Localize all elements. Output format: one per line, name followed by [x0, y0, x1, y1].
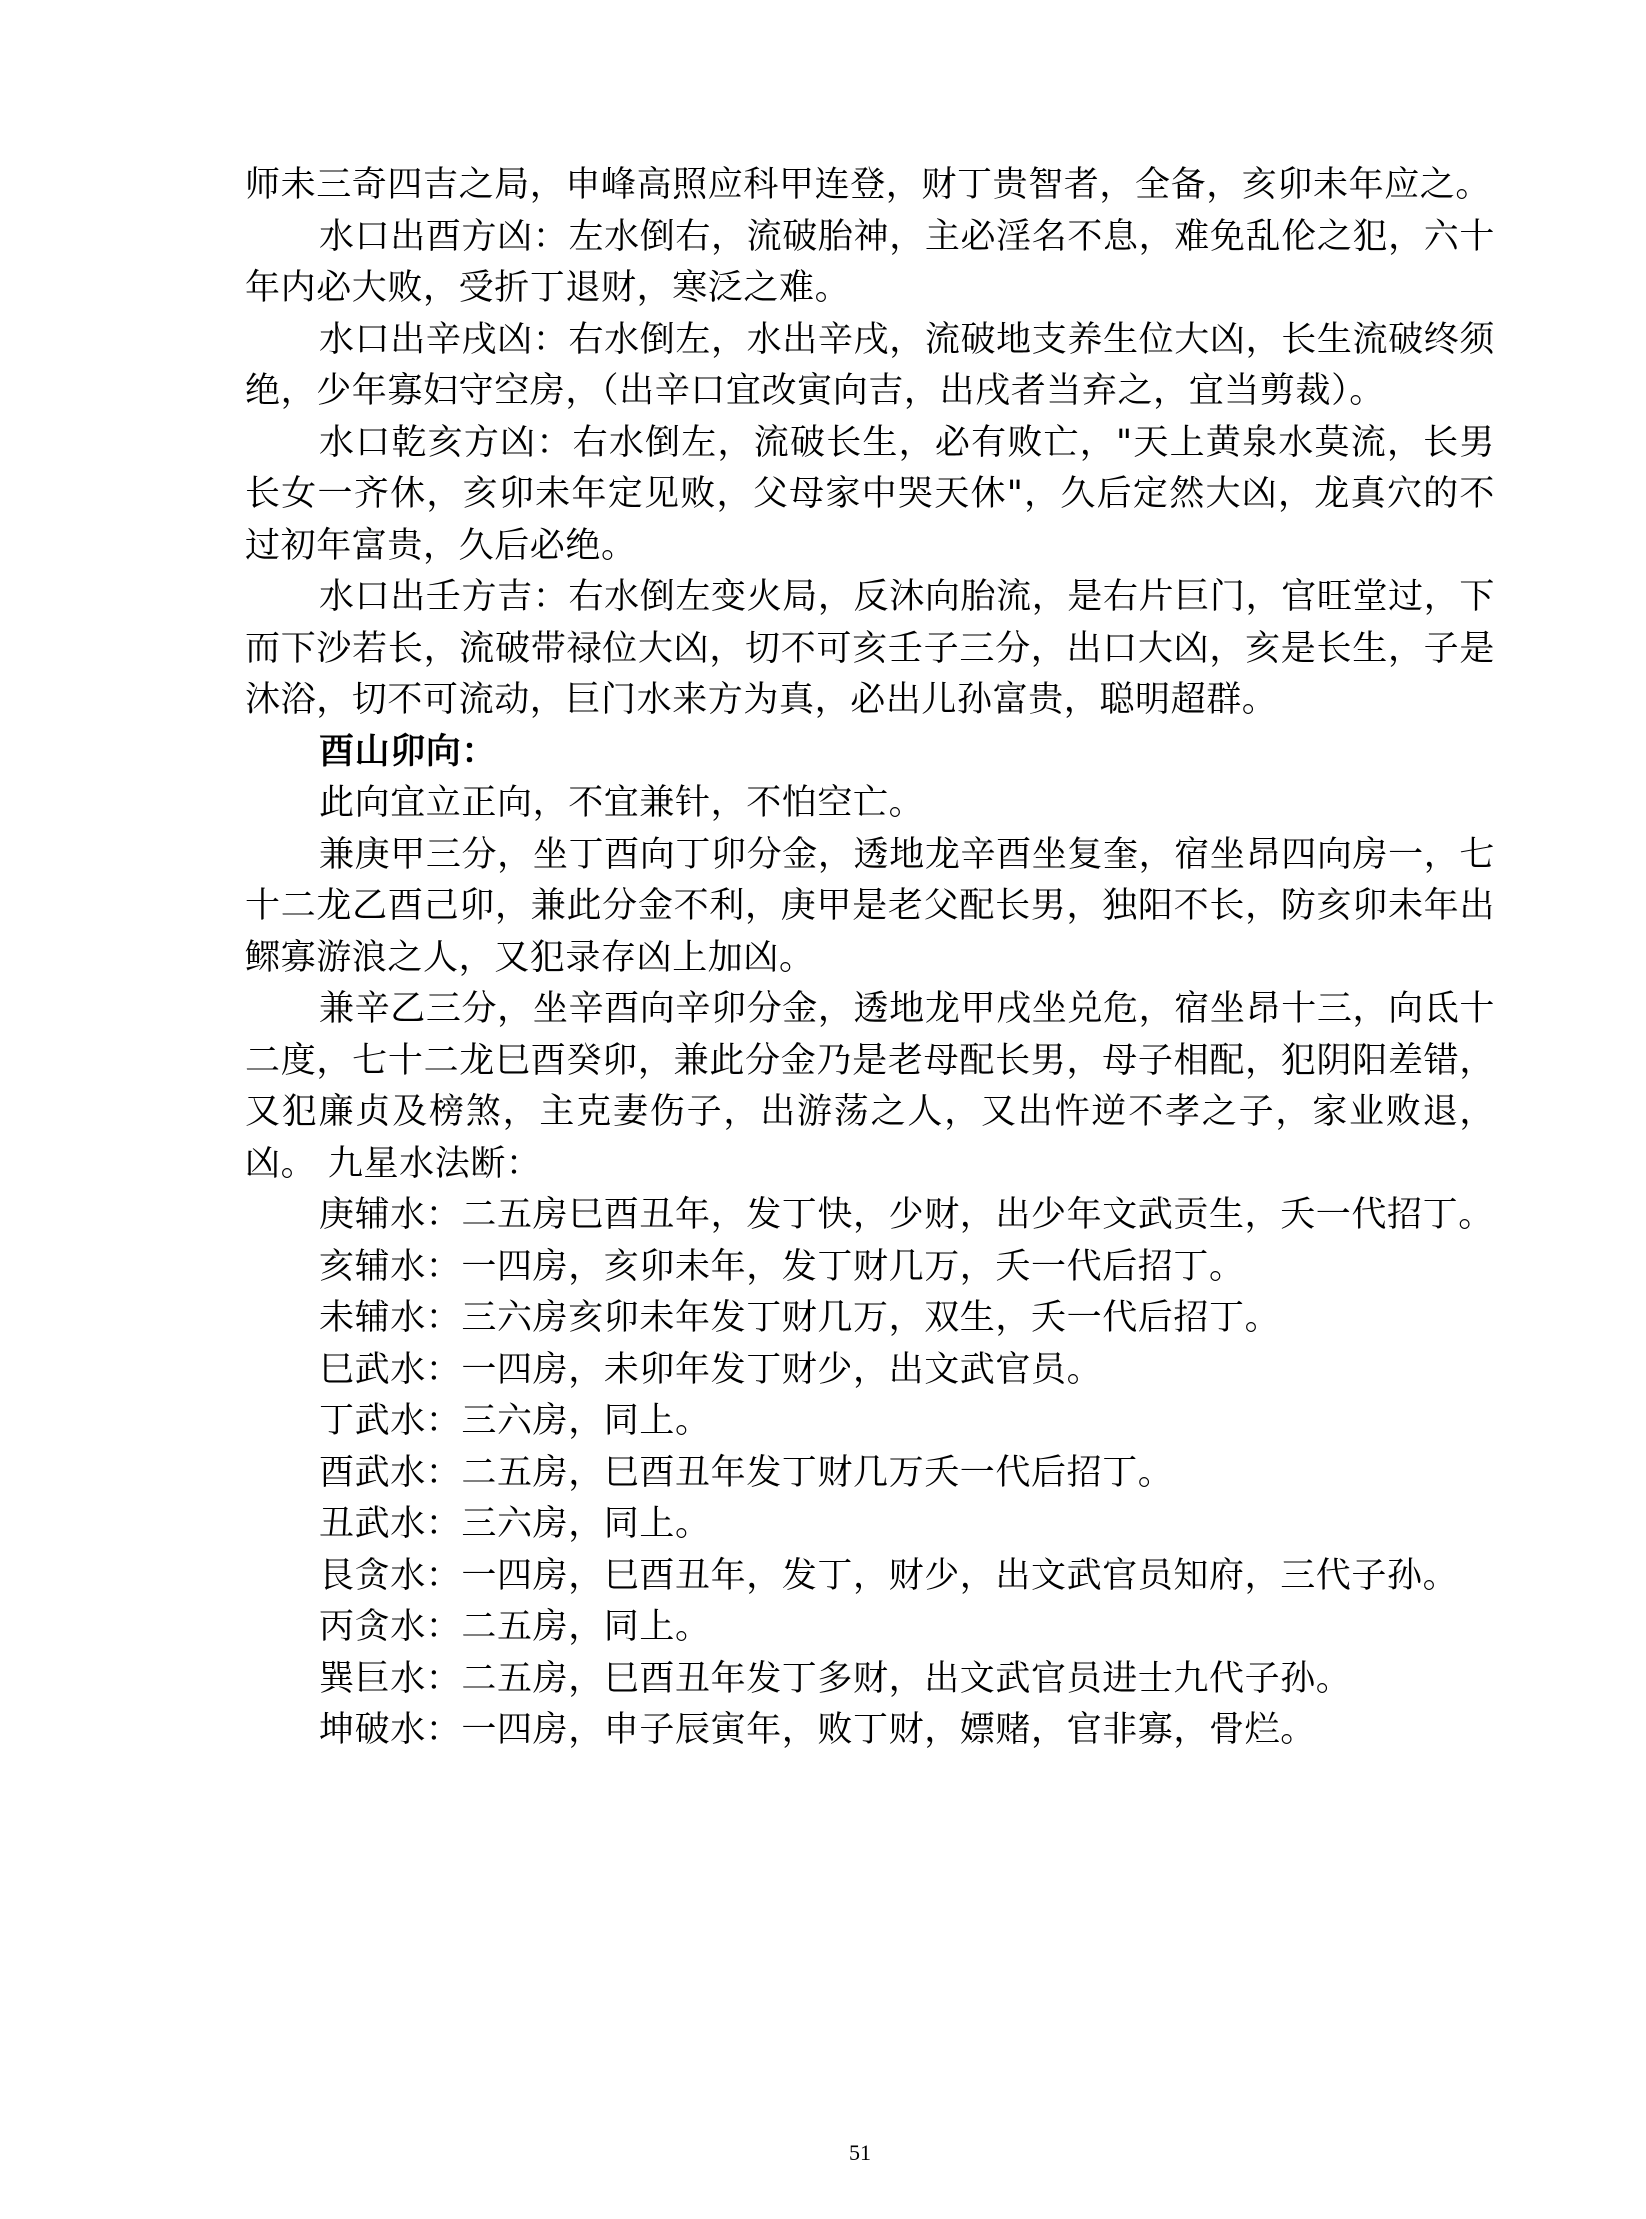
- paragraph-wei-fu: 未辅水：三六房亥卯未年发丁财几万，双生，夭一代后招丁。: [319, 1298, 1281, 1338]
- paragraph-shuikou-ren: 水口出壬方吉：右水倒左变火局，反沐向胎流，是右片巨门，官旺堂过，下而下沙若长，流破带禄位大凶，切不可亥壬子三分，出口大凶，亥是长生，子是沐浴，切不可流动，巨门水来方为真，必出儿孙富贵，聪明超群。: [245, 577, 1495, 720]
- page-number: 51: [849, 2140, 871, 2165]
- section-heading: 酉山卯向：: [319, 731, 498, 772]
- paragraph-bing-tan: 丙贪水：二五房，同上。: [319, 1607, 711, 1647]
- paragraph-ding-wu: 丁武水：三六房，同上。: [319, 1401, 711, 1441]
- paragraph-jian-xinyi: 兼辛乙三分，坐辛酉向辛卯分金，透地龙甲戌坐兑危，宿坐昂十三，向氐十二度，七十二龙巳酉癸卯，兼此分金乃是老母配长男，母子相配，犯阴阳差错，又犯廉贞及榜煞，主克妻伤子，出游荡之人，又出忤逆不孝之子，家业败退，凶。 九星水法断：: [245, 989, 1495, 1184]
- paragraph-intro: 此向宜立正向，不宜兼针，不怕空亡。: [319, 783, 925, 823]
- paragraph-hai-fu: 亥辅水：一四房，亥卯未年，发丁财几万，夭一代后招丁。: [319, 1246, 1245, 1287]
- document-page-body: [245, 160, 1495, 1757]
- paragraph-shuikou-qianhai: 水口乾亥方凶：右水倒左，流破长生，必有败亡，"天上黄泉水莫流，长男长女一齐休，亥卯未年定见败，父母家中哭天休"，久后定然大凶，龙真穴的不过初年富贵，久后必绝。: [245, 422, 1495, 566]
- paragraph-chou-wu: 丑武水：三六房，同上。: [319, 1504, 711, 1544]
- paragraph-si-wu: 巳武水：一四房，未卯年发丁财少，出文武官员。: [319, 1349, 1103, 1390]
- paragraph-shuikou-xinxu: 水口出辛戌凶：右水倒左，水出辛戌，流破地支养生位大凶，长生流破终须绝，少年寡妇守空房，（出辛口宜改寅向吉，出戌者当弃之，宜当剪裁）。: [245, 319, 1495, 411]
- paragraph-jian-gengjia: 兼庚甲三分，坐丁酉向丁卯分金，透地龙辛酉坐复奎，宿坐昂四向房一，七十二龙乙酉己卯，兼此分金不利，庚甲是老父配长男，独阳不长，防亥卯未年出鳏寡游浪之人，又犯录存凶上加凶。: [245, 834, 1495, 978]
- paragraph-gen-tan: 艮贪水：一四房，巳酉丑年，发丁，财少，出文武官员知府，三代子孙。: [319, 1555, 1459, 1596]
- paragraph-shuikou-you: 水口出酉方凶：左水倒右，流破胎神，主必淫名不息，难免乱伦之犯，六十年内必大败，受折丁退财，寒泛之难。: [245, 216, 1495, 308]
- paragraph-you-wu: 酉武水：二五房，巳酉丑年发丁财几万夭一代后招丁。: [319, 1452, 1174, 1493]
- paragraph-continuation: 师未三奇四吉之局，申峰高照应科甲连登，财丁贵智者，全备，亥卯未年应之。: [245, 165, 1492, 205]
- paragraph-xun-ju: 巽巨水：二五房，巳酉丑年发丁多财，出文武官员进士九代子孙。: [319, 1658, 1352, 1699]
- paragraph-geng-fu: 庚辅水：二五房巳酉丑年，发丁快，少财，出少年文武贡生，夭一代招丁。: [319, 1195, 1494, 1235]
- paragraph-kun-po: 坤破水：一四房，申子辰寅年，败丁财，嫖赌，官非寡，骨烂。: [319, 1710, 1316, 1750]
